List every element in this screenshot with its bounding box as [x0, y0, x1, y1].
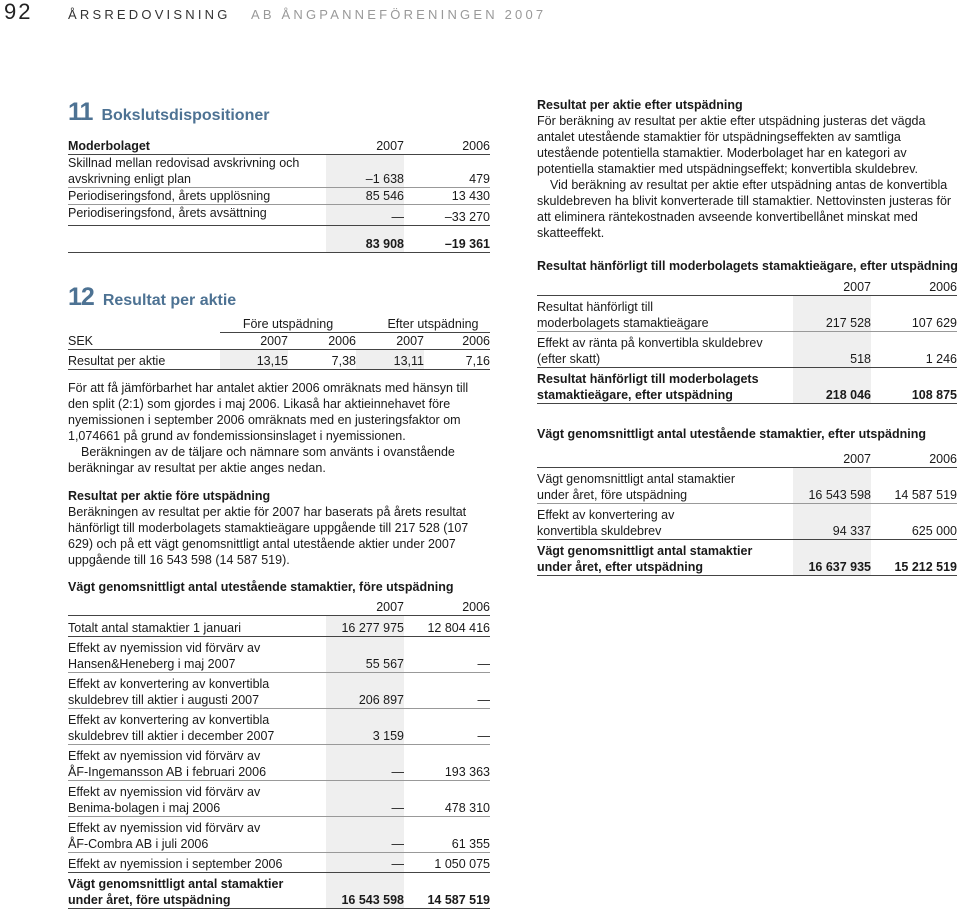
year-2007: 2007: [326, 138, 404, 155]
table-row: [68, 709, 490, 745]
year-2006: 2006: [871, 279, 957, 296]
total-label-2: under året, före utspädning: [68, 893, 231, 907]
total-label: Vägt genomsnittligt antal stamaktier: [68, 877, 284, 891]
value-2007: 518: [793, 332, 871, 368]
total-2007: 83 908: [326, 226, 404, 253]
value-2006: —: [404, 709, 490, 745]
running-head-subtitle: AB ÅNGPANNEFÖRENINGEN 2007: [250, 7, 547, 22]
weighted-before-table: [68, 599, 490, 909]
row-label-2: ÅF-Ingemansson AB i februari 2006: [68, 765, 267, 779]
row-label: Effekt av konvertering av konvertibla: [68, 677, 270, 691]
note-11-table: [68, 138, 490, 253]
year-2007: 2007: [326, 599, 404, 616]
after-dilution-text-2: Vid beräkning av resultat per aktie efter utspädning antas de konvertibla skuldebreven ha blivit konverterade till stamaktier. Nettovinsten justeras för att eliminera räntekostnaden avseende konvertibellånet minskat med skatteeffekt.: [537, 178, 952, 240]
total-label: Resultat hänförligt till moderbolagets: [537, 372, 759, 386]
note-12-number: 12: [68, 283, 94, 311]
note-11-heading: Bokslutsdispositioner: [101, 107, 270, 124]
before-dilution-heading: Resultat per aktie före utspädning: [68, 489, 271, 503]
eps-value: 13,11: [356, 350, 424, 370]
year-2006: 2006: [871, 451, 957, 468]
total-label: Vägt genomsnittligt antal stamaktier: [537, 544, 753, 558]
row-label: Resultat hänförligt till: [537, 300, 654, 314]
total-row: [537, 368, 957, 404]
row-label: Periodiseringsfond, årets upplösning: [68, 188, 326, 205]
table-header-row: [68, 138, 490, 155]
row-label: Resultat per aktie: [68, 350, 220, 370]
table-header-row: [537, 279, 957, 296]
row-label-2: under året, före utspädning: [537, 488, 688, 502]
total-2006: 15 212 519: [871, 540, 957, 576]
row-label: Periodiseringsfond, årets avsättning: [68, 205, 326, 226]
value-2006: 1 050 075: [404, 853, 490, 873]
value-2006: 61 355: [404, 817, 490, 853]
row-label: Effekt av nyemission vid förvärv av: [68, 821, 261, 835]
value-2006: 1 246: [871, 332, 957, 368]
year-2007: 2007: [793, 451, 871, 468]
year-2006: 2006: [404, 138, 490, 155]
value-2006: 625 000: [871, 504, 957, 540]
note-11-title: [68, 98, 269, 127]
row-label: Totalt antal stamaktier 1 januari: [68, 616, 326, 637]
weighted-after-heading: Vägt genomsnittligt antal utestående stamaktier, efter utspädning: [537, 427, 926, 441]
table-row: [68, 781, 490, 817]
total-label-2: under året, efter utspädning: [537, 560, 703, 574]
row-label: Effekt av nyemission i september 2006: [68, 853, 326, 873]
col-label: Moderbolaget: [68, 138, 326, 155]
running-head: [68, 7, 546, 22]
total-2007: 16 543 598: [326, 873, 404, 909]
group-after-dilution: Efter utspädning: [356, 316, 490, 333]
eps-value: 13,15: [220, 350, 288, 370]
table-row: [537, 332, 957, 368]
year-2006: 2006: [424, 333, 490, 350]
table-row: [68, 745, 490, 781]
table-row: [537, 468, 957, 504]
total-2006: 108 875: [871, 368, 957, 404]
year-2007: 2007: [793, 279, 871, 296]
value-2006: 13 430: [404, 188, 490, 205]
after-dilution-section: [537, 97, 957, 241]
eps-group-row: [68, 316, 490, 333]
year-2006: 2006: [288, 333, 356, 350]
value-2007: 55 567: [326, 637, 404, 673]
row-label: Effekt av nyemission vid förvärv av: [68, 785, 261, 799]
total-2007: 218 046: [793, 368, 871, 404]
row-label: Vägt genomsnittligt antal stamaktier: [537, 472, 736, 486]
before-dilution-section: [68, 488, 490, 568]
total-row: [68, 226, 490, 253]
value-2007: —: [326, 817, 404, 853]
page-header: [0, 0, 960, 30]
before-dilution-text: Beräkningen av resultat per aktie för 2007 har baserats på årets resultat hänförligt till moderbolagets stamaktieägare uppgående till 217 528 (107 629) och på ett vägt genomsnittligt antal utestående aktier under 2007 uppgående till 16 543 598 (14 587 519).: [68, 505, 469, 567]
table-row: [537, 504, 957, 540]
value-2007: 217 528: [793, 296, 871, 332]
row-label-2: avskrivning enligt plan: [68, 172, 191, 186]
value-2007: 85 546: [326, 188, 404, 205]
note-12-heading: Resultat per aktie: [102, 292, 237, 309]
value-2007: —: [326, 781, 404, 817]
value-2006: —: [404, 637, 490, 673]
value-2007: 206 897: [326, 673, 404, 709]
value-2007: –1 638: [326, 155, 404, 188]
weighted-before-heading: Vägt genomsnittligt antal utestående stamaktier, före utspädning: [68, 580, 454, 594]
row-label-2: skuldebrev till aktier i augusti 2007: [68, 693, 260, 707]
intro-text: För att få jämförbarhet har antalet aktier 2006 omräknats med hänsyn till den split (2:1) som gjordes i maj 2006. Likaså har aktieinnehavet före nyemissionen i september 2006 omräknats med en justeringsfaktor om 1,074661 på grund av fondemissionsinslaget i nyemissionen.: [68, 381, 469, 443]
row-label-2: Benima-bolagen i maj 2006: [68, 801, 221, 815]
value-2007: 3 159: [326, 709, 404, 745]
row-label: Effekt av ränta på konvertibla skuldebrev: [537, 336, 763, 350]
table-header-row: [537, 451, 957, 468]
value-2007: —: [326, 745, 404, 781]
value-2007: 16 277 975: [326, 616, 404, 637]
row-label: Effekt av nyemission vid förvärv av: [68, 641, 261, 655]
value-2007: 16 543 598: [793, 468, 871, 504]
value-2007: —: [326, 853, 404, 873]
table-row: [68, 637, 490, 673]
total-label-2: stamaktieägare, efter utspädning: [537, 388, 733, 402]
total-2006: –19 361: [404, 226, 490, 253]
table-row: [68, 673, 490, 709]
value-2006: 14 587 519: [871, 468, 957, 504]
weighted-after-table: [537, 451, 957, 576]
row-label: Effekt av konvertering av: [537, 508, 675, 522]
value-2007: 94 337: [793, 504, 871, 540]
value-2006: 107 629: [871, 296, 957, 332]
result-table: [537, 279, 957, 404]
total-2006: 14 587 519: [404, 873, 490, 909]
value-2006: –33 270: [404, 205, 490, 226]
unit-label: SEK: [68, 333, 220, 350]
eps-value: 7,16: [424, 350, 490, 370]
table-row: [68, 155, 490, 188]
year-2007: 2007: [220, 333, 288, 350]
value-2006: 478 310: [404, 781, 490, 817]
value-2006: 193 363: [404, 745, 490, 781]
row-label-2: ÅF-Combra AB i juli 2006: [68, 837, 209, 851]
table-row: [68, 616, 490, 637]
table-row: [537, 296, 957, 332]
page-number: 92: [4, 0, 33, 24]
row-label-2: (efter skatt): [537, 352, 601, 366]
after-dilution-heading: Resultat per aktie efter utspädning: [537, 98, 743, 112]
intro-paragraph: [68, 380, 490, 476]
value-2006: —: [404, 673, 490, 709]
value-2007: —: [326, 205, 404, 226]
note-12-title: [68, 283, 236, 312]
row-label: Effekt av nyemission vid förvärv av: [68, 749, 261, 763]
row-label: Skillnad mellan redovisad avskrivning och: [68, 156, 300, 170]
row-label-2: Hansen&Heneberg i maj 2007: [68, 657, 236, 671]
intro-text-2: Beräkningen av de täljare och nämnare som använts i ovanstående beräkningar av resultat per aktie anges nedan.: [68, 445, 455, 475]
group-before-dilution: Före utspädning: [220, 316, 356, 333]
row-label-2: skuldebrev till aktier i december 2007: [68, 729, 275, 743]
eps-value: 7,38: [288, 350, 356, 370]
table-row: [68, 817, 490, 853]
total-row: [68, 873, 490, 909]
table-header-row: [68, 599, 490, 616]
eps-table: [68, 316, 490, 370]
running-head-title: ÅRSREDOVISNING: [68, 7, 231, 22]
after-dilution-text: För beräkning av resultat per aktie efter utspädning justeras det vägda antalet utestående stamaktier för utspädningseffekten av samtliga utestående potentiella stamaktier. Moderbolaget har en kategori av potentiella stamaktier med utspädningseffekt; konvertibla skuldebrev.: [537, 114, 926, 176]
row-label-2: konvertibla skuldebrev: [537, 524, 662, 538]
result-table-heading: Resultat hänförligt till moderbolagets stamaktieägare, efter utspädning: [537, 259, 958, 273]
value-2006: 12 804 416: [404, 616, 490, 637]
table-row: [68, 188, 490, 205]
value-2006: 479: [404, 155, 490, 188]
year-2007: 2007: [356, 333, 424, 350]
eps-header-row: [68, 333, 490, 350]
eps-row: [68, 350, 490, 370]
table-row: [68, 205, 490, 226]
row-label-2: moderbolagets stamaktieägare: [537, 316, 709, 330]
year-2006: 2006: [404, 599, 490, 616]
note-11-number: 11: [68, 98, 93, 126]
row-label: Effekt av konvertering av konvertibla: [68, 713, 270, 727]
total-2007: 16 637 935: [793, 540, 871, 576]
table-row: [68, 853, 490, 873]
total-row: [537, 540, 957, 576]
